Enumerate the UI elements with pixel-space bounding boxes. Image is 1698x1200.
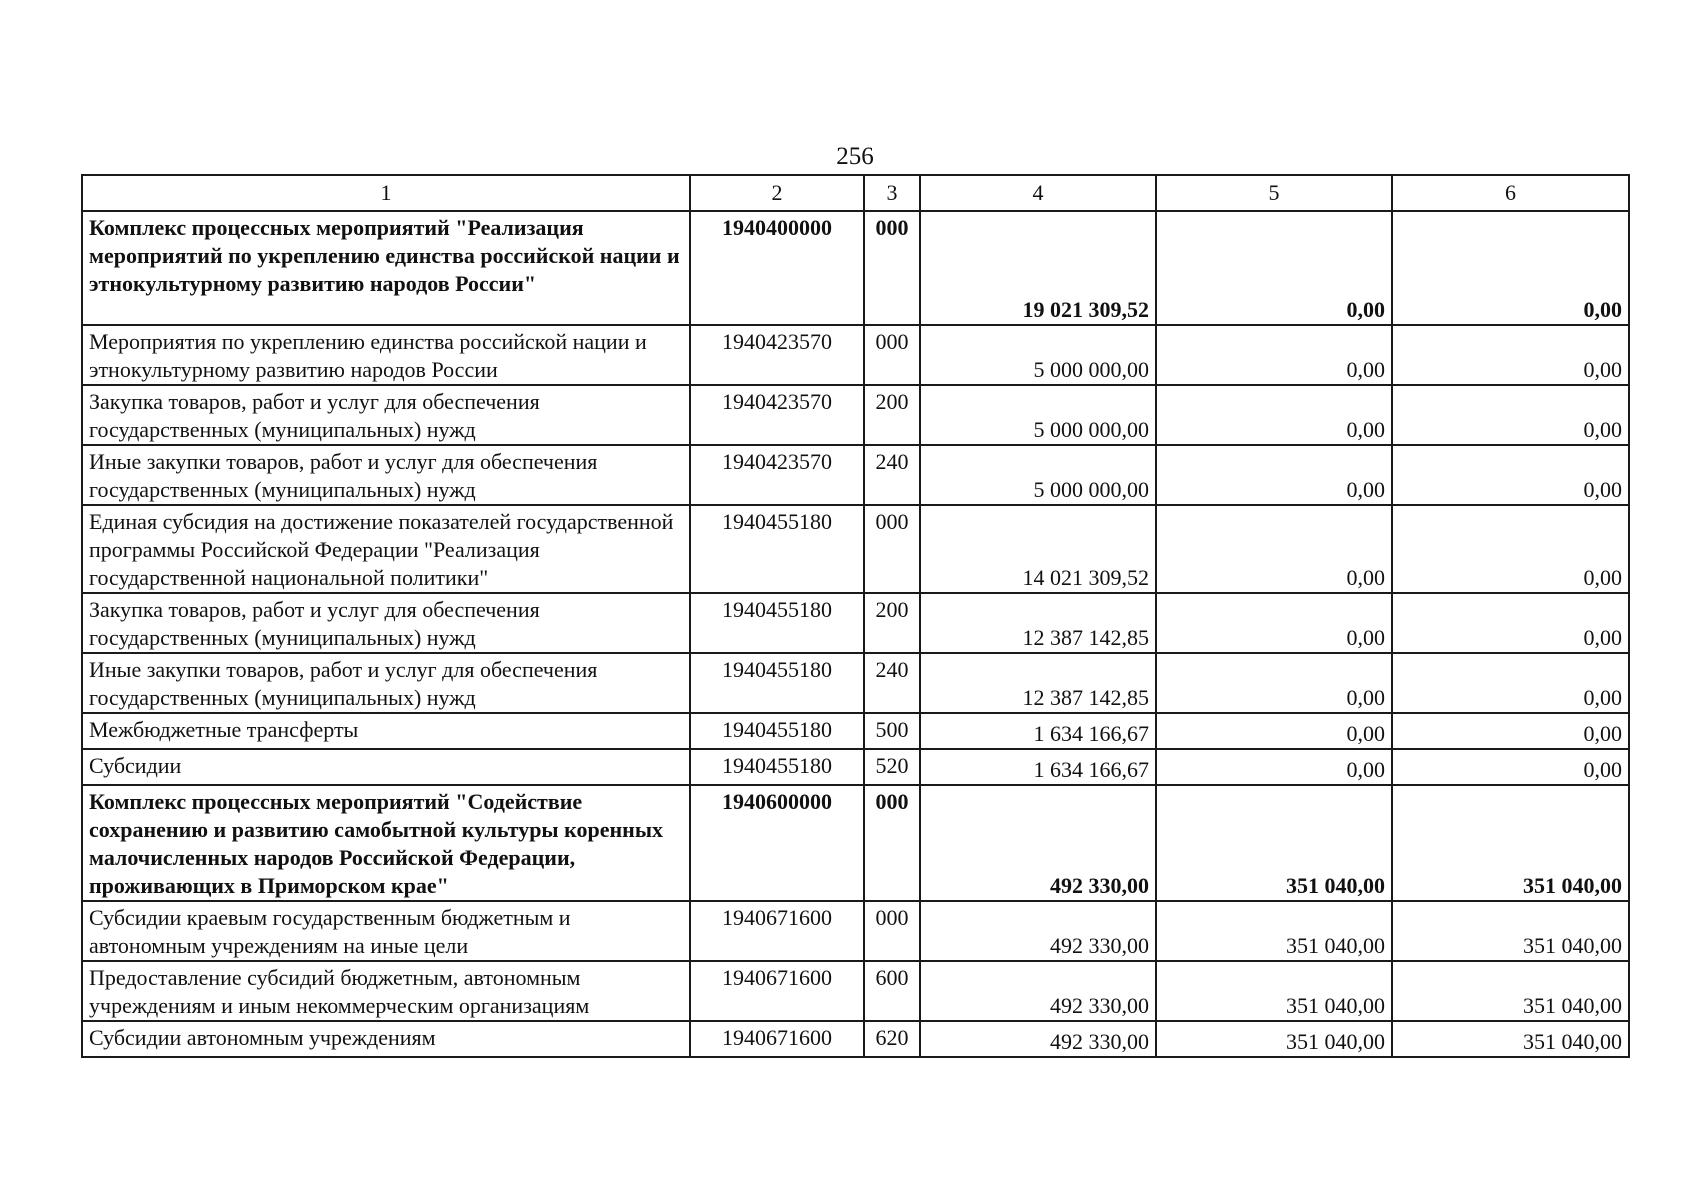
row-code: 1940671600 [690,1021,864,1057]
row-amount-5: 0,00 [1156,211,1392,325]
table-row [82,785,1629,901]
row-amount-6: 351 040,00 [1392,961,1629,1021]
table-row [82,961,1629,1021]
row-amount-5: 351 040,00 [1156,961,1392,1021]
table-row [82,713,1629,749]
table-row [82,211,1629,325]
row-expense-type: 000 [864,785,920,901]
row-amount-4: 5 000 000,00 [920,325,1156,385]
row-amount-4: 1 634 166,67 [920,749,1156,785]
row-code: 1940455180 [690,653,864,713]
row-code: 1940600000 [690,785,864,901]
row-expense-type: 200 [864,385,920,445]
row-expense-type: 240 [864,653,920,713]
budget-table [81,174,1630,1058]
column-header-2: 2 [690,175,864,211]
page-number: 256 [836,143,874,170]
row-amount-4: 492 330,00 [920,901,1156,961]
row-amount-6: 0,00 [1392,749,1629,785]
row-name: Закупка товаров, работ и услуг для обеспечения государственных (муниципальных) нужд [82,385,690,445]
column-header-4: 4 [920,175,1156,211]
row-code: 1940423570 [690,325,864,385]
table-row [82,1021,1629,1057]
row-amount-6: 0,00 [1392,593,1629,653]
table-row [82,505,1629,593]
row-expense-type: 000 [864,505,920,593]
row-code: 1940400000 [690,211,864,325]
row-name: Комплекс процессных мероприятий "Содействие сохранению и развитию самобытной культуры коренных малочисленных народов Российской Федерации, проживающих в Приморском крае" [82,785,690,901]
row-expense-type: 200 [864,593,920,653]
row-code: 1940455180 [690,713,864,749]
row-code: 1940671600 [690,901,864,961]
row-name: Иные закупки товаров, работ и услуг для обеспечения государственных (муниципальных) нужд [82,653,690,713]
row-amount-6: 0,00 [1392,211,1629,325]
row-expense-type: 000 [864,211,920,325]
table-row [82,445,1629,505]
row-expense-type: 600 [864,961,920,1021]
row-amount-6: 351 040,00 [1392,785,1629,901]
row-amount-5: 0,00 [1156,713,1392,749]
row-amount-5: 351 040,00 [1156,1021,1392,1057]
row-amount-5: 0,00 [1156,445,1392,505]
row-amount-5: 351 040,00 [1156,785,1392,901]
row-amount-5: 0,00 [1156,385,1392,445]
row-name: Субсидии краевым государственным бюджетным и автономным учреждениям на иные цели [82,901,690,961]
row-amount-6: 0,00 [1392,653,1629,713]
row-code: 1940455180 [690,749,864,785]
row-amount-6: 351 040,00 [1392,1021,1629,1057]
row-expense-type: 000 [864,325,920,385]
row-code: 1940455180 [690,593,864,653]
row-code: 1940423570 [690,445,864,505]
row-amount-5: 0,00 [1156,749,1392,785]
row-name: Закупка товаров, работ и услуг для обеспечения государственных (муниципальных) нужд [82,593,690,653]
table-row [82,385,1629,445]
row-expense-type: 000 [864,901,920,961]
row-expense-type: 240 [864,445,920,505]
row-amount-4: 14 021 309,52 [920,505,1156,593]
row-amount-4: 492 330,00 [920,961,1156,1021]
row-code: 1940671600 [690,961,864,1021]
row-name: Комплекс процессных мероприятий "Реализация мероприятий по укреплению единства российской нации и этнокультурному развитию народов России" [82,211,690,325]
row-amount-5: 0,00 [1156,593,1392,653]
table-row [82,749,1629,785]
row-amount-4: 12 387 142,85 [920,593,1156,653]
column-header-6: 6 [1392,175,1629,211]
row-expense-type: 620 [864,1021,920,1057]
table-header-row [82,175,1629,211]
row-amount-4: 5 000 000,00 [920,445,1156,505]
column-header-5: 5 [1156,175,1392,211]
row-amount-4: 19 021 309,52 [920,211,1156,325]
row-amount-5: 0,00 [1156,325,1392,385]
table-row [82,901,1629,961]
row-code: 1940455180 [690,505,864,593]
row-name: Единая субсидия на достижение показателей государственной программы Российской Федерации "Реализация государственной национальной политики" [82,505,690,593]
row-amount-4: 492 330,00 [920,1021,1156,1057]
row-amount-6: 351 040,00 [1392,901,1629,961]
row-name: Предоставление субсидий бюджетным, автономным учреждениям и иным некоммерческим организациям [82,961,690,1021]
row-name: Иные закупки товаров, работ и услуг для обеспечения государственных (муниципальных) нужд [82,445,690,505]
column-header-3: 3 [864,175,920,211]
row-amount-6: 0,00 [1392,445,1629,505]
row-amount-6: 0,00 [1392,713,1629,749]
row-amount-5: 351 040,00 [1156,901,1392,961]
row-expense-type: 520 [864,749,920,785]
row-amount-5: 0,00 [1156,505,1392,593]
row-amount-4: 5 000 000,00 [920,385,1156,445]
row-amount-4: 492 330,00 [920,785,1156,901]
row-name: Мероприятия по укреплению единства российской нации и этнокультурному развитию народов России [82,325,690,385]
table-row [82,593,1629,653]
row-expense-type: 500 [864,713,920,749]
table-row [82,653,1629,713]
row-name: Субсидии автономным учреждениям [82,1021,690,1057]
row-amount-4: 12 387 142,85 [920,653,1156,713]
row-amount-6: 0,00 [1392,325,1629,385]
row-amount-4: 1 634 166,67 [920,713,1156,749]
row-code: 1940423570 [690,385,864,445]
row-name: Межбюджетные трансферты [82,713,690,749]
column-header-1: 1 [82,175,690,211]
row-amount-6: 0,00 [1392,505,1629,593]
row-amount-5: 0,00 [1156,653,1392,713]
row-amount-6: 0,00 [1392,385,1629,445]
row-name: Субсидии [82,749,690,785]
table-row [82,325,1629,385]
